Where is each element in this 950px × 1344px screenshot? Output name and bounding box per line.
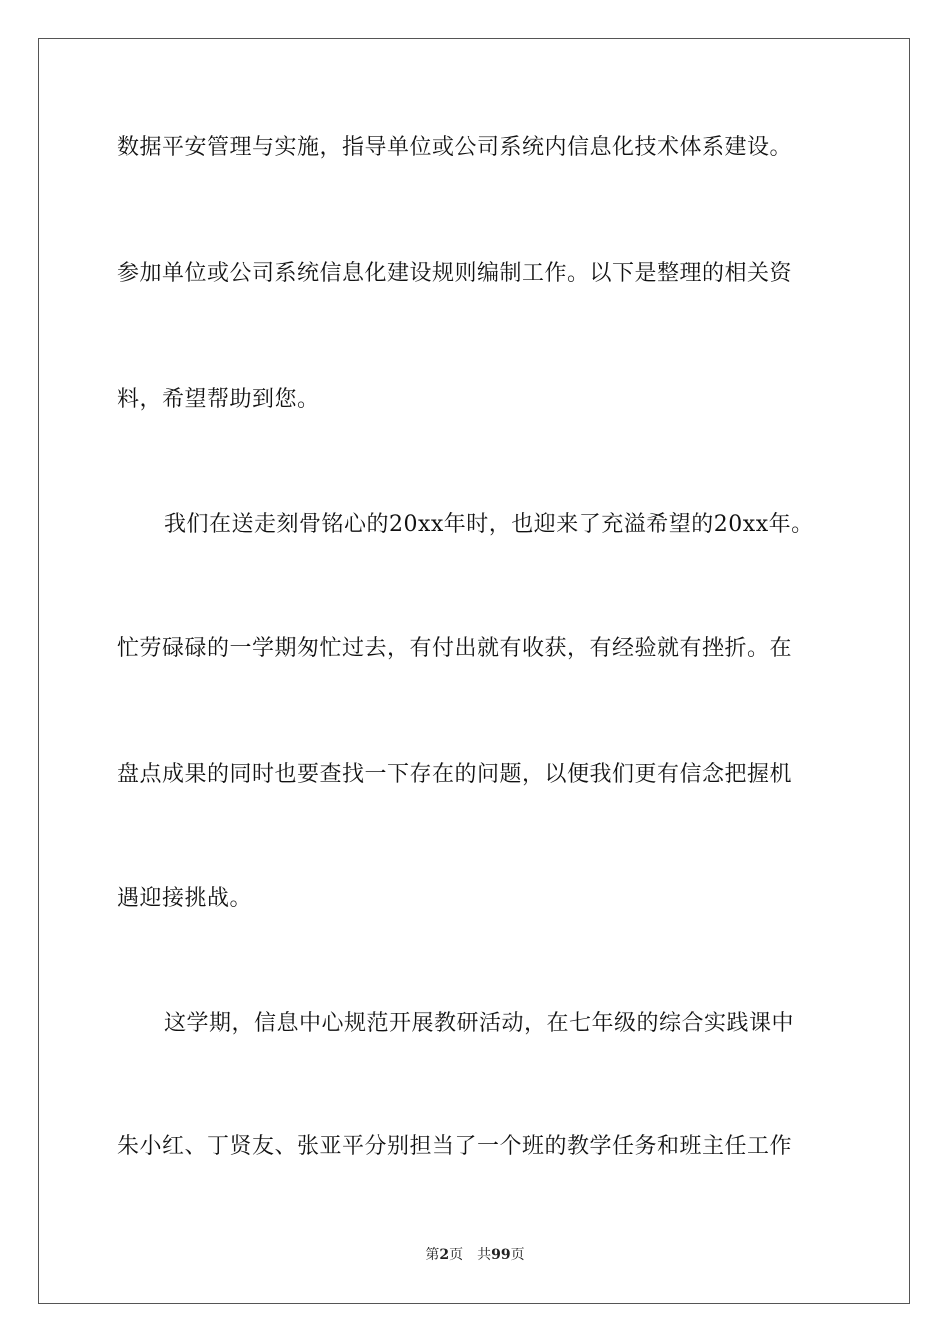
paragraph-line: 遇迎接挑战。 (117, 886, 253, 911)
page-footer (0, 1246, 950, 1264)
paragraph-line: 忙劳碌碌的一学期匆忙过去，有付出就有收获，有经验就有挫折。在 (117, 636, 793, 661)
paragraph-line: 参加单位或公司系统信息化建设规则编制工作。以下是整理的相关资 (117, 261, 793, 286)
page-border (38, 38, 910, 1304)
paragraph-line: 数据平安管理与实施，指导单位或公司系统内信息化技术体系建设。 (117, 135, 793, 160)
paragraph-line: 料，希望帮助到您。 (117, 387, 320, 412)
total-prefix: 共 (477, 1247, 492, 1263)
page-prefix: 第 (425, 1247, 440, 1263)
paragraph-line: 我们在送走刻骨铭心的20xx年时，也迎来了充溢希望的20xx年。 (164, 512, 814, 537)
paragraph-line: 这学期，信息中心规范开展教研活动，在七年级的综合实践课中 (164, 1011, 795, 1036)
page-suffix: 页 (449, 1247, 464, 1263)
paragraph-line: 朱小红、丁贤友、张亚平分别担当了一个班的教学任务和班主任工作 (117, 1134, 793, 1159)
paragraph-line: 盘点成果的同时也要查找一下存在的问题，以便我们更有信念把握机 (117, 762, 793, 787)
total-pages: 99 (491, 1247, 511, 1263)
page-number: 2 (439, 1247, 450, 1263)
total-suffix: 页 (510, 1247, 525, 1263)
